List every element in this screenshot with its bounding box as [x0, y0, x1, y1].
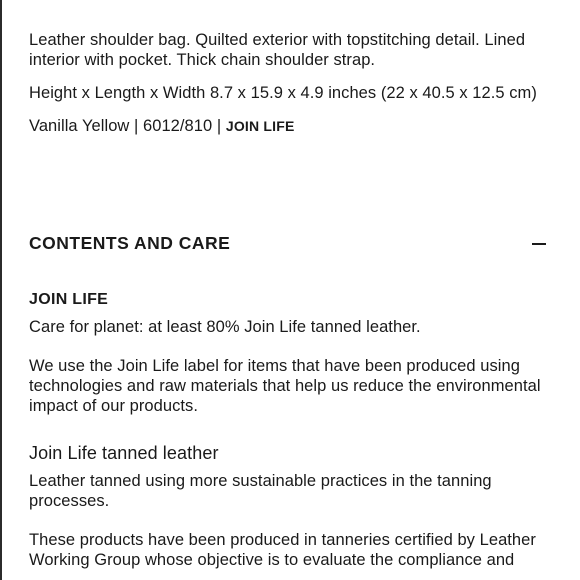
dimensions-text: Height x Length x Width 8.7 x 15.9 x 4.9 inches (22 x 40.5 x 12.5 cm): [29, 84, 537, 102]
color-reference: [29, 116, 559, 136]
join-life-label-info: We use the Join Life label for items that have been produced using technologies and raw materials that help us reduce the environmental impact of our products.: [29, 357, 541, 415]
left-border: [0, 0, 2, 580]
tanned-leather-text: Leather tanned using more sustainable practices in the tanning processes.: [29, 472, 492, 510]
tanned-leather-heading: Join Life tanned leather: [29, 443, 219, 463]
join-life-heading: JOIN LIFE: [29, 291, 109, 308]
tanneries-text: These products have been produced in tanneries certified by Leather Working Group whose objective is to evaluate the compliance and: [29, 531, 536, 569]
care-planet-text: Care for planet: at least 80% Join Life tanned leather.: [29, 318, 421, 336]
description-text: Leather shoulder bag. Quilted exterior with topstitching detail. Lined interior with pocket. Thick chain shoulder strap.: [29, 31, 526, 69]
join-life-badge: JOIN LIFE: [225, 118, 295, 134]
contents-care-title: CONTENTS AND CARE: [29, 233, 231, 253]
contents-care-toggle[interactable]: [29, 233, 546, 254]
contents-care-body: [29, 290, 559, 570]
minus-icon[interactable]: [532, 243, 546, 245]
color-ref-text: Vanilla Yellow | 6012/810 |: [29, 117, 222, 135]
product-description: [29, 30, 559, 136]
